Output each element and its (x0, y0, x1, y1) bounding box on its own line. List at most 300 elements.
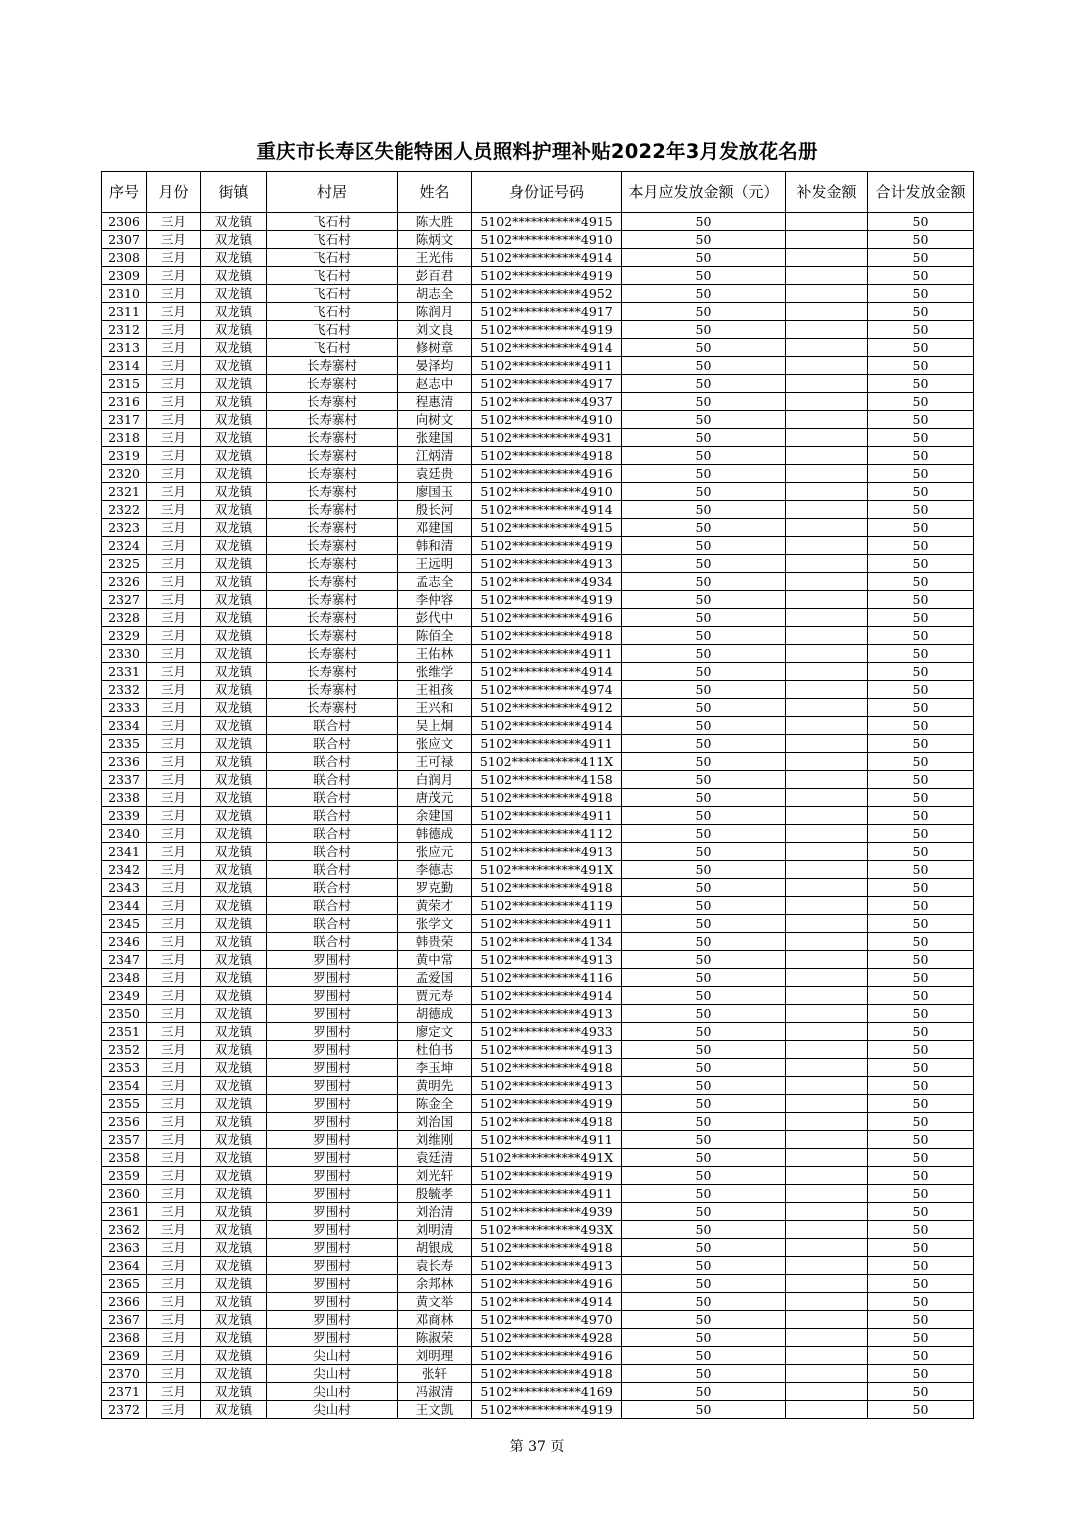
cell-village: 长寿寨村 (267, 645, 398, 663)
cell-id-number: 5102***********4928 (472, 1329, 622, 1347)
col-header-seq: 序号 (102, 172, 147, 213)
cell-id-number: 5102***********4939 (472, 1203, 622, 1221)
cell-monthly-amount: 50 (622, 285, 786, 303)
cell-total-amount: 50 (868, 1023, 974, 1041)
cell-village: 长寿寨村 (267, 537, 398, 555)
cell-seq: 2316 (102, 393, 147, 411)
cell-month: 三月 (147, 1401, 201, 1419)
cell-id-number: 5102***********4918 (472, 789, 622, 807)
cell-town: 双龙镇 (201, 717, 267, 735)
cell-town: 双龙镇 (201, 609, 267, 627)
cell-id-number: 5102***********4112 (472, 825, 622, 843)
cell-month: 三月 (147, 501, 201, 519)
cell-id-number: 5102***********4914 (472, 987, 622, 1005)
cell-monthly-amount: 50 (622, 897, 786, 915)
cell-monthly-amount: 50 (622, 591, 786, 609)
cell-reissue-amount (786, 699, 868, 717)
cell-month: 三月 (147, 969, 201, 987)
cell-seq: 2368 (102, 1329, 147, 1347)
cell-total-amount: 50 (868, 1293, 974, 1311)
cell-village: 罗围村 (267, 1041, 398, 1059)
cell-village: 长寿寨村 (267, 627, 398, 645)
cell-month: 三月 (147, 699, 201, 717)
cell-reissue-amount (786, 231, 868, 249)
cell-seq: 2356 (102, 1113, 147, 1131)
cell-month: 三月 (147, 555, 201, 573)
cell-town: 双龙镇 (201, 1257, 267, 1275)
cell-seq: 2360 (102, 1185, 147, 1203)
cell-monthly-amount: 50 (622, 321, 786, 339)
cell-village: 罗围村 (267, 1257, 398, 1275)
cell-village: 联合村 (267, 825, 398, 843)
cell-village: 罗围村 (267, 1221, 398, 1239)
cell-reissue-amount (786, 519, 868, 537)
cell-town: 双龙镇 (201, 393, 267, 411)
cell-village: 尖山村 (267, 1401, 398, 1419)
cell-town: 双龙镇 (201, 951, 267, 969)
cell-monthly-amount: 50 (622, 213, 786, 231)
cell-name: 陈佰全 (398, 627, 472, 645)
cell-seq: 2370 (102, 1365, 147, 1383)
cell-monthly-amount: 50 (622, 807, 786, 825)
cell-id-number: 5102***********4911 (472, 735, 622, 753)
cell-id-number: 5102***********4911 (472, 357, 622, 375)
cell-name: 贾元寿 (398, 987, 472, 1005)
cell-total-amount: 50 (868, 699, 974, 717)
cell-reissue-amount (786, 825, 868, 843)
cell-month: 三月 (147, 1257, 201, 1275)
table-row (102, 1095, 974, 1113)
cell-total-amount: 50 (868, 501, 974, 519)
cell-village: 飞石村 (267, 339, 398, 357)
cell-town: 双龙镇 (201, 591, 267, 609)
cell-reissue-amount (786, 411, 868, 429)
col-header-town: 街镇 (201, 172, 267, 213)
table-row (102, 1167, 974, 1185)
cell-name: 刘文良 (398, 321, 472, 339)
cell-town: 双龙镇 (201, 1041, 267, 1059)
cell-month: 三月 (147, 771, 201, 789)
cell-village: 长寿寨村 (267, 591, 398, 609)
cell-name: 陈炳文 (398, 231, 472, 249)
cell-month: 三月 (147, 411, 201, 429)
cell-town: 双龙镇 (201, 1077, 267, 1095)
cell-id-number: 5102***********4119 (472, 897, 622, 915)
table-row (102, 735, 974, 753)
cell-id-number: 5102***********4937 (472, 393, 622, 411)
cell-monthly-amount: 50 (622, 735, 786, 753)
cell-month: 三月 (147, 681, 201, 699)
cell-reissue-amount (786, 267, 868, 285)
table-row (102, 933, 974, 951)
cell-month: 三月 (147, 231, 201, 249)
cell-name: 黄文举 (398, 1293, 472, 1311)
cell-town: 双龙镇 (201, 357, 267, 375)
cell-month: 三月 (147, 321, 201, 339)
cell-month: 三月 (147, 393, 201, 411)
cell-month: 三月 (147, 537, 201, 555)
cell-seq: 2309 (102, 267, 147, 285)
cell-total-amount: 50 (868, 1383, 974, 1401)
cell-reissue-amount (786, 933, 868, 951)
cell-id-number: 5102***********4919 (472, 321, 622, 339)
cell-monthly-amount: 50 (622, 699, 786, 717)
cell-village: 长寿寨村 (267, 699, 398, 717)
cell-village: 联合村 (267, 735, 398, 753)
cell-month: 三月 (147, 879, 201, 897)
cell-total-amount: 50 (868, 789, 974, 807)
cell-village: 飞石村 (267, 321, 398, 339)
cell-id-number: 5102***********4911 (472, 807, 622, 825)
cell-month: 三月 (147, 1095, 201, 1113)
cell-seq: 2311 (102, 303, 147, 321)
cell-month: 三月 (147, 1077, 201, 1095)
cell-seq: 2348 (102, 969, 147, 987)
table-header-row (102, 172, 974, 213)
cell-month: 三月 (147, 339, 201, 357)
col-header-monthly-amount: 本月应发放金额（元） (622, 172, 786, 213)
cell-total-amount: 50 (868, 1005, 974, 1023)
cell-id-number: 5102***********4912 (472, 699, 622, 717)
cell-reissue-amount (786, 1203, 868, 1221)
table-row (102, 771, 974, 789)
cell-reissue-amount (786, 627, 868, 645)
cell-id-number: 5102***********491X (472, 1149, 622, 1167)
cell-village: 长寿寨村 (267, 375, 398, 393)
cell-village: 长寿寨村 (267, 609, 398, 627)
cell-reissue-amount (786, 987, 868, 1005)
cell-seq: 2313 (102, 339, 147, 357)
cell-town: 双龙镇 (201, 1401, 267, 1419)
cell-reissue-amount (786, 645, 868, 663)
cell-reissue-amount (786, 915, 868, 933)
table-row (102, 825, 974, 843)
cell-monthly-amount: 50 (622, 1365, 786, 1383)
cell-reissue-amount (786, 717, 868, 735)
cell-id-number: 5102***********4916 (472, 609, 622, 627)
cell-month: 三月 (147, 1113, 201, 1131)
table-row (102, 483, 974, 501)
cell-monthly-amount: 50 (622, 1113, 786, 1131)
cell-name: 黄荣才 (398, 897, 472, 915)
cell-monthly-amount: 50 (622, 1311, 786, 1329)
table-row (102, 555, 974, 573)
cell-total-amount: 50 (868, 1329, 974, 1347)
cell-seq: 2351 (102, 1023, 147, 1041)
cell-id-number: 5102***********4914 (472, 249, 622, 267)
cell-name: 刘明清 (398, 1221, 472, 1239)
cell-name: 李仲容 (398, 591, 472, 609)
cell-total-amount: 50 (868, 411, 974, 429)
cell-seq: 2371 (102, 1383, 147, 1401)
cell-village: 飞石村 (267, 267, 398, 285)
cell-name: 王文凯 (398, 1401, 472, 1419)
cell-total-amount: 50 (868, 681, 974, 699)
cell-name: 王佑林 (398, 645, 472, 663)
cell-month: 三月 (147, 1167, 201, 1185)
cell-month: 三月 (147, 807, 201, 825)
cell-total-amount: 50 (868, 357, 974, 375)
cell-village: 罗围村 (267, 1059, 398, 1077)
cell-monthly-amount: 50 (622, 879, 786, 897)
cell-id-number: 5102***********4916 (472, 1347, 622, 1365)
cell-town: 双龙镇 (201, 573, 267, 591)
cell-town: 双龙镇 (201, 807, 267, 825)
cell-seq: 2318 (102, 429, 147, 447)
table-row (102, 1257, 974, 1275)
cell-name: 彭代中 (398, 609, 472, 627)
cell-id-number: 5102***********4169 (472, 1383, 622, 1401)
cell-reissue-amount (786, 537, 868, 555)
cell-seq: 2366 (102, 1293, 147, 1311)
cell-monthly-amount: 50 (622, 951, 786, 969)
cell-reissue-amount (786, 555, 868, 573)
cell-town: 双龙镇 (201, 969, 267, 987)
table-row (102, 843, 974, 861)
cell-monthly-amount: 50 (622, 537, 786, 555)
cell-total-amount: 50 (868, 555, 974, 573)
cell-village: 罗围村 (267, 1095, 398, 1113)
cell-monthly-amount: 50 (622, 645, 786, 663)
cell-monthly-amount: 50 (622, 483, 786, 501)
cell-monthly-amount: 50 (622, 465, 786, 483)
cell-town: 双龙镇 (201, 1365, 267, 1383)
cell-month: 三月 (147, 663, 201, 681)
cell-reissue-amount (786, 1293, 868, 1311)
cell-reissue-amount (786, 1383, 868, 1401)
cell-monthly-amount: 50 (622, 573, 786, 591)
cell-village: 尖山村 (267, 1383, 398, 1401)
cell-monthly-amount: 50 (622, 609, 786, 627)
cell-seq: 2345 (102, 915, 147, 933)
cell-total-amount: 50 (868, 231, 974, 249)
cell-monthly-amount: 50 (622, 1131, 786, 1149)
cell-month: 三月 (147, 1293, 201, 1311)
cell-total-amount: 50 (868, 663, 974, 681)
cell-name: 胡德成 (398, 1005, 472, 1023)
cell-monthly-amount: 50 (622, 1149, 786, 1167)
cell-town: 双龙镇 (201, 411, 267, 429)
cell-name: 余建国 (398, 807, 472, 825)
cell-name: 张学文 (398, 915, 472, 933)
cell-town: 双龙镇 (201, 303, 267, 321)
cell-seq: 2350 (102, 1005, 147, 1023)
cell-month: 三月 (147, 717, 201, 735)
cell-village: 飞石村 (267, 213, 398, 231)
cell-month: 三月 (147, 843, 201, 861)
cell-name: 李德志 (398, 861, 472, 879)
cell-village: 罗围村 (267, 987, 398, 1005)
cell-name: 罗克勤 (398, 879, 472, 897)
table-row (102, 231, 974, 249)
cell-monthly-amount: 50 (622, 987, 786, 1005)
cell-town: 双龙镇 (201, 267, 267, 285)
cell-total-amount: 50 (868, 483, 974, 501)
table-row (102, 249, 974, 267)
cell-village: 罗围村 (267, 1077, 398, 1095)
cell-monthly-amount: 50 (622, 717, 786, 735)
cell-month: 三月 (147, 789, 201, 807)
cell-name: 韩贵荣 (398, 933, 472, 951)
cell-total-amount: 50 (868, 1149, 974, 1167)
table-row (102, 969, 974, 987)
cell-month: 三月 (147, 1311, 201, 1329)
cell-reissue-amount (786, 321, 868, 339)
cell-month: 三月 (147, 267, 201, 285)
cell-seq: 2323 (102, 519, 147, 537)
table-row (102, 285, 974, 303)
cell-name: 江炳清 (398, 447, 472, 465)
cell-village: 联合村 (267, 879, 398, 897)
cell-monthly-amount: 50 (622, 753, 786, 771)
cell-town: 双龙镇 (201, 429, 267, 447)
cell-monthly-amount: 50 (622, 1257, 786, 1275)
cell-seq: 2312 (102, 321, 147, 339)
cell-month: 三月 (147, 303, 201, 321)
cell-id-number: 5102***********4916 (472, 1275, 622, 1293)
cell-town: 双龙镇 (201, 699, 267, 717)
table-row (102, 717, 974, 735)
cell-monthly-amount: 50 (622, 1383, 786, 1401)
table-row (102, 1347, 974, 1365)
cell-reissue-amount (786, 285, 868, 303)
cell-id-number: 5102***********4911 (472, 1131, 622, 1149)
cell-town: 双龙镇 (201, 789, 267, 807)
cell-id-number: 5102***********4910 (472, 411, 622, 429)
cell-town: 双龙镇 (201, 915, 267, 933)
cell-name: 黄中常 (398, 951, 472, 969)
table-row (102, 1383, 974, 1401)
table-row (102, 357, 974, 375)
cell-id-number: 5102***********4913 (472, 1257, 622, 1275)
cell-village: 长寿寨村 (267, 393, 398, 411)
cell-reissue-amount (786, 861, 868, 879)
cell-monthly-amount: 50 (622, 339, 786, 357)
cell-monthly-amount: 50 (622, 1077, 786, 1095)
cell-id-number: 5102***********4919 (472, 1095, 622, 1113)
cell-id-number: 5102***********4918 (472, 627, 622, 645)
cell-monthly-amount: 50 (622, 1041, 786, 1059)
cell-total-amount: 50 (868, 1059, 974, 1077)
cell-town: 双龙镇 (201, 1005, 267, 1023)
cell-village: 罗围村 (267, 1167, 398, 1185)
cell-total-amount: 50 (868, 1167, 974, 1185)
cell-seq: 2337 (102, 771, 147, 789)
table-row (102, 411, 974, 429)
table-row (102, 429, 974, 447)
cell-reissue-amount (786, 447, 868, 465)
table-row (102, 1131, 974, 1149)
cell-village: 长寿寨村 (267, 663, 398, 681)
cell-month: 三月 (147, 1185, 201, 1203)
cell-name: 韩德成 (398, 825, 472, 843)
cell-name: 唐茂元 (398, 789, 472, 807)
cell-monthly-amount: 50 (622, 627, 786, 645)
cell-village: 罗围村 (267, 1023, 398, 1041)
cell-month: 三月 (147, 249, 201, 267)
cell-monthly-amount: 50 (622, 915, 786, 933)
cell-village: 罗围村 (267, 1329, 398, 1347)
cell-month: 三月 (147, 1365, 201, 1383)
cell-reissue-amount (786, 303, 868, 321)
cell-village: 长寿寨村 (267, 411, 398, 429)
cell-total-amount: 50 (868, 321, 974, 339)
cell-name: 彭百君 (398, 267, 472, 285)
cell-seq: 2327 (102, 591, 147, 609)
cell-id-number: 5102***********4931 (472, 429, 622, 447)
cell-month: 三月 (147, 591, 201, 609)
cell-reissue-amount (786, 609, 868, 627)
cell-monthly-amount: 50 (622, 1005, 786, 1023)
cell-id-number: 5102***********4918 (472, 1365, 622, 1383)
cell-village: 长寿寨村 (267, 465, 398, 483)
cell-total-amount: 50 (868, 969, 974, 987)
cell-town: 双龙镇 (201, 1347, 267, 1365)
cell-month: 三月 (147, 1329, 201, 1347)
cell-name: 刘治国 (398, 1113, 472, 1131)
cell-reissue-amount (786, 879, 868, 897)
cell-town: 双龙镇 (201, 1149, 267, 1167)
cell-seq: 2308 (102, 249, 147, 267)
cell-monthly-amount: 50 (622, 933, 786, 951)
table-row (102, 573, 974, 591)
cell-id-number: 5102***********4913 (472, 1077, 622, 1095)
cell-seq: 2341 (102, 843, 147, 861)
cell-village: 罗围村 (267, 1131, 398, 1149)
table-row (102, 321, 974, 339)
cell-name: 陈淑荣 (398, 1329, 472, 1347)
cell-seq: 2329 (102, 627, 147, 645)
cell-total-amount: 50 (868, 879, 974, 897)
cell-reissue-amount (786, 1023, 868, 1041)
cell-total-amount: 50 (868, 1131, 974, 1149)
cell-reissue-amount (786, 1113, 868, 1131)
table-row (102, 213, 974, 231)
cell-seq: 2324 (102, 537, 147, 555)
cell-reissue-amount (786, 1221, 868, 1239)
cell-monthly-amount: 50 (622, 1203, 786, 1221)
cell-total-amount: 50 (868, 375, 974, 393)
cell-name: 刘维刚 (398, 1131, 472, 1149)
cell-monthly-amount: 50 (622, 501, 786, 519)
cell-town: 双龙镇 (201, 1059, 267, 1077)
cell-reissue-amount (786, 843, 868, 861)
cell-reissue-amount (786, 393, 868, 411)
cell-village: 联合村 (267, 933, 398, 951)
cell-total-amount: 50 (868, 609, 974, 627)
cell-name: 晏泽均 (398, 357, 472, 375)
cell-total-amount: 50 (868, 1113, 974, 1131)
cell-total-amount: 50 (868, 987, 974, 1005)
cell-id-number: 5102***********4919 (472, 537, 622, 555)
cell-town: 双龙镇 (201, 663, 267, 681)
cell-total-amount: 50 (868, 843, 974, 861)
table-row (102, 447, 974, 465)
cell-village: 尖山村 (267, 1365, 398, 1383)
cell-seq: 2353 (102, 1059, 147, 1077)
cell-monthly-amount: 50 (622, 231, 786, 249)
cell-month: 三月 (147, 1203, 201, 1221)
cell-reissue-amount (786, 1365, 868, 1383)
cell-town: 双龙镇 (201, 1329, 267, 1347)
cell-monthly-amount: 50 (622, 447, 786, 465)
cell-month: 三月 (147, 1347, 201, 1365)
cell-reissue-amount (786, 1005, 868, 1023)
cell-reissue-amount (786, 807, 868, 825)
cell-town: 双龙镇 (201, 1203, 267, 1221)
cell-town: 双龙镇 (201, 1167, 267, 1185)
cell-town: 双龙镇 (201, 1275, 267, 1293)
